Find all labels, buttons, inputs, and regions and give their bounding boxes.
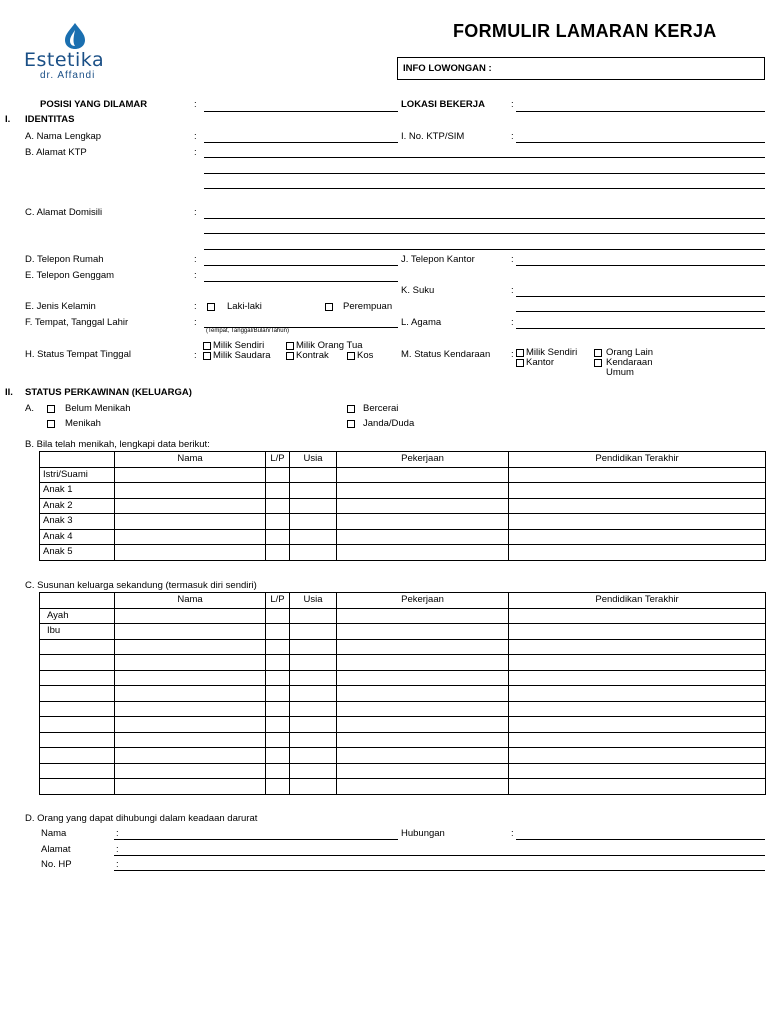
colon: :	[194, 270, 197, 281]
header-pendidikan: Pendidikan Terakhir	[509, 452, 766, 468]
menikah-checkbox[interactable]	[47, 420, 55, 428]
usia-cell[interactable]	[290, 467, 337, 483]
table-row	[40, 763, 766, 779]
b-label: B. Bila telah menikah, lengkapi data berikut:	[25, 439, 210, 450]
lp-cell[interactable]	[266, 608, 290, 624]
emergency-hubungan-label: Hubungan	[401, 828, 445, 839]
kendaraan-orang-lain-checkbox[interactable]	[594, 349, 602, 357]
pendidikan-cell[interactable]	[509, 701, 766, 717]
lp-cell[interactable]	[266, 498, 290, 514]
row-label: Anak 1	[40, 483, 115, 499]
nama-cell[interactable]	[115, 732, 266, 748]
lp-cell[interactable]	[266, 779, 290, 795]
lokasi-label: LOKASI BEKERJA	[401, 99, 485, 110]
kontrak-label: Kontrak	[296, 350, 329, 361]
row-label	[40, 748, 115, 764]
lp-cell[interactable]	[266, 624, 290, 640]
posisi-label: POSISI YANG DILAMAR	[40, 99, 148, 110]
nama-cell[interactable]	[115, 717, 266, 733]
table-header-row	[40, 593, 766, 609]
pendidikan-cell[interactable]	[509, 686, 766, 702]
colon: :	[511, 317, 514, 328]
header-pekerjaan: Pekerjaan	[337, 452, 509, 468]
row-label: Ayah	[40, 608, 115, 624]
header-lp: L/P	[266, 452, 290, 468]
table-row	[40, 717, 766, 733]
lokasi-field[interactable]	[516, 111, 765, 112]
pekerjaan-cell[interactable]	[337, 748, 509, 764]
table-row	[40, 514, 766, 530]
colon: :	[194, 350, 197, 361]
pendidikan-cell[interactable]	[509, 483, 766, 499]
alamat-ktp-label: B. Alamat KTP	[25, 147, 87, 158]
usia-cell[interactable]	[290, 545, 337, 561]
kendaraan-umum-label-2: Umum	[606, 367, 634, 378]
menikah-label: Menikah	[65, 418, 101, 429]
nama-cell[interactable]	[115, 514, 266, 530]
table-row	[40, 686, 766, 702]
pekerjaan-cell[interactable]	[337, 498, 509, 514]
logo-subtitle: dr. Affandi	[40, 70, 96, 81]
pekerjaan-cell[interactable]	[337, 529, 509, 545]
kos-checkbox[interactable]	[347, 352, 355, 360]
colon: :	[116, 859, 119, 870]
nama-cell[interactable]	[115, 639, 266, 655]
status-tinggal-label: H. Status Tempat Tinggal	[25, 349, 131, 360]
pekerjaan-cell[interactable]	[337, 545, 509, 561]
table-row	[40, 545, 766, 561]
table-row	[40, 655, 766, 671]
row-label	[40, 732, 115, 748]
alamat-domisili-label: C. Alamat Domisili	[25, 207, 103, 218]
pendidikan-cell[interactable]	[509, 608, 766, 624]
nama-cell[interactable]	[115, 686, 266, 702]
telepon-rumah-field[interactable]	[204, 265, 398, 266]
kendaraan-umum-checkbox[interactable]	[594, 359, 602, 367]
colon: :	[194, 254, 197, 265]
janda-duda-checkbox[interactable]	[347, 420, 355, 428]
nama-cell[interactable]	[115, 545, 266, 561]
perempuan-label: Perempuan	[343, 301, 393, 312]
form-title: FORMULIR LAMARAN KERJA	[453, 21, 717, 41]
pekerjaan-cell[interactable]	[337, 670, 509, 686]
pendidikan-cell[interactable]	[509, 732, 766, 748]
nama-lengkap-field[interactable]	[204, 142, 398, 143]
kendaraan-umum-label-1: Kendaraan	[606, 357, 653, 368]
table-row	[40, 701, 766, 717]
table-row	[40, 732, 766, 748]
colon: :	[194, 147, 197, 158]
milik-saudara-label: Milik Saudara	[213, 350, 271, 361]
table-row	[40, 748, 766, 764]
header-usia: Usia	[290, 452, 337, 468]
pekerjaan-cell[interactable]	[337, 483, 509, 499]
nama-cell[interactable]	[115, 608, 266, 624]
usia-cell[interactable]	[290, 608, 337, 624]
pekerjaan-cell[interactable]	[337, 655, 509, 671]
colon: :	[511, 131, 514, 142]
info-lowongan-label: INFO LOWONGAN :	[403, 63, 492, 74]
kendaraan-kantor-checkbox[interactable]	[516, 359, 524, 367]
spouse-children-table	[39, 451, 766, 561]
section-2-number: II.	[5, 387, 13, 398]
lp-cell[interactable]	[266, 670, 290, 686]
lp-cell[interactable]	[266, 639, 290, 655]
row-label	[40, 670, 115, 686]
usia-cell[interactable]	[290, 701, 337, 717]
colon: :	[116, 828, 119, 839]
info-lowongan-box[interactable]	[397, 57, 765, 80]
row-label	[40, 655, 115, 671]
siblings-table	[39, 592, 766, 795]
emergency-hp-label: No. HP	[41, 859, 72, 870]
alamat-ktp-field-2[interactable]	[204, 173, 765, 174]
colon: :	[194, 207, 197, 218]
milik-orang-tua-label: Milik Orang Tua	[296, 340, 363, 351]
usia-cell[interactable]	[290, 514, 337, 530]
pendidikan-cell[interactable]	[509, 717, 766, 733]
usia-cell[interactable]	[290, 483, 337, 499]
row-label: Anak 3	[40, 514, 115, 530]
ttl-label: F. Tempat, Tanggal Lahir	[25, 317, 129, 328]
emergency-nama-label: Nama	[41, 828, 67, 839]
usia-cell[interactable]	[290, 717, 337, 733]
suku-label: K. Suku	[401, 285, 435, 296]
pendidikan-cell[interactable]	[509, 763, 766, 779]
lp-cell[interactable]	[266, 686, 290, 702]
usia-cell[interactable]	[290, 670, 337, 686]
header-pekerjaan: Pekerjaan	[337, 593, 509, 609]
emergency-hp-field[interactable]	[114, 870, 765, 871]
lp-cell[interactable]	[266, 483, 290, 499]
pendidikan-cell[interactable]	[509, 624, 766, 640]
agama-field[interactable]	[516, 328, 765, 329]
janda-duda-label: Janda/Duda	[363, 418, 415, 429]
table-row	[40, 483, 766, 499]
kendaraan-kantor-label: Kantor	[526, 357, 554, 368]
milik-sendiri-checkbox[interactable]	[203, 342, 211, 350]
milik-saudara-checkbox[interactable]	[203, 352, 211, 360]
colon: :	[511, 349, 514, 360]
a-label: A.	[25, 403, 34, 414]
posisi-field[interactable]	[204, 111, 398, 112]
pekerjaan-cell[interactable]	[337, 514, 509, 530]
telepon-kantor-label: J. Telepon Kantor	[401, 254, 475, 265]
lp-cell[interactable]	[266, 732, 290, 748]
pekerjaan-cell[interactable]	[337, 779, 509, 795]
lp-cell[interactable]	[266, 655, 290, 671]
nama-cell[interactable]	[115, 483, 266, 499]
belum-menikah-label: Belum Menikah	[65, 403, 131, 414]
usia-cell[interactable]	[290, 498, 337, 514]
status-kendaraan-label: M. Status Kendaraan	[401, 349, 491, 360]
agama-label: L. Agama	[401, 317, 442, 328]
section-2-title: STATUS PERKAWINAN (KELUARGA)	[25, 387, 192, 398]
table-row	[40, 608, 766, 624]
usia-cell[interactable]	[290, 732, 337, 748]
kontrak-checkbox[interactable]	[286, 352, 294, 360]
belum-menikah-checkbox[interactable]	[47, 405, 55, 413]
emergency-hubungan-field[interactable]	[516, 839, 765, 840]
colon: :	[116, 844, 119, 855]
row-label	[40, 717, 115, 733]
alamat-domisili-field-2[interactable]	[204, 233, 765, 234]
header-lp: L/P	[266, 593, 290, 609]
kendaraan-milik-sendiri-label: Milik Sendiri	[526, 347, 578, 358]
row-label: Istri/Suami	[40, 467, 115, 483]
logo-name: Estetika	[24, 49, 105, 71]
row-label	[40, 639, 115, 655]
nama-cell[interactable]	[115, 467, 266, 483]
colon: :	[511, 99, 514, 110]
kos-label: Kos	[357, 350, 374, 361]
row-label: Anak 4	[40, 529, 115, 545]
lp-cell[interactable]	[266, 748, 290, 764]
pendidikan-cell[interactable]	[509, 748, 766, 764]
telepon-genggam-label: E. Telepon Genggam	[25, 270, 115, 281]
bercerai-checkbox[interactable]	[347, 405, 355, 413]
kendaraan-orang-lain-label: Orang Lain	[606, 347, 654, 358]
pendidikan-cell[interactable]	[509, 639, 766, 655]
usia-cell[interactable]	[290, 748, 337, 764]
usia-cell[interactable]	[290, 763, 337, 779]
colon: :	[194, 99, 197, 110]
emergency-alamat-label: Alamat	[41, 844, 71, 855]
table-row	[40, 467, 766, 483]
usia-cell[interactable]	[290, 529, 337, 545]
ktp-label: I. No. KTP/SIM	[401, 131, 465, 142]
header-pendidikan: Pendidikan Terakhir	[509, 593, 766, 609]
row-label: Anak 5	[40, 545, 115, 561]
suku-field-2[interactable]	[516, 311, 765, 312]
pendidikan-cell[interactable]	[509, 498, 766, 514]
row-label: Anak 2	[40, 498, 115, 514]
pekerjaan-cell[interactable]	[337, 701, 509, 717]
table-header-row	[40, 452, 766, 468]
nama-lengkap-label: A. Nama Lengkap	[25, 131, 102, 142]
header-label-cell	[40, 452, 115, 468]
nama-cell[interactable]	[115, 763, 266, 779]
section-1-number: I.	[5, 114, 11, 125]
lp-cell[interactable]	[266, 763, 290, 779]
header-nama: Nama	[115, 452, 266, 468]
pekerjaan-cell[interactable]	[337, 467, 509, 483]
telepon-kantor-field[interactable]	[516, 265, 765, 266]
nama-cell[interactable]	[115, 655, 266, 671]
row-label	[40, 701, 115, 717]
jenis-kelamin-label: E. Jenis Kelamin	[25, 301, 96, 312]
usia-cell[interactable]	[290, 686, 337, 702]
colon: :	[194, 317, 197, 328]
lp-cell[interactable]	[266, 467, 290, 483]
pendidikan-cell[interactable]	[509, 514, 766, 530]
row-label	[40, 763, 115, 779]
milik-sendiri-label: Milik Sendiri	[213, 340, 265, 351]
lp-cell[interactable]	[266, 717, 290, 733]
suku-field[interactable]	[516, 296, 765, 297]
lp-cell[interactable]	[266, 545, 290, 561]
pekerjaan-cell[interactable]	[337, 624, 509, 640]
table-row	[40, 779, 766, 795]
nama-cell[interactable]	[115, 748, 266, 764]
pekerjaan-cell[interactable]	[337, 686, 509, 702]
pendidikan-cell[interactable]	[509, 670, 766, 686]
colon: :	[511, 828, 514, 839]
colon: :	[511, 254, 514, 265]
colon: :	[511, 285, 514, 296]
colon: :	[194, 131, 197, 142]
laki-laki-checkbox[interactable]	[207, 303, 215, 311]
ktp-field[interactable]	[516, 142, 765, 143]
nama-cell[interactable]	[115, 529, 266, 545]
nama-cell[interactable]	[115, 701, 266, 717]
header-label-cell	[40, 593, 115, 609]
colon: :	[194, 301, 197, 312]
alamat-ktp-field-1[interactable]	[204, 157, 765, 158]
c-label: C. Susunan keluarga sekandung (termasuk diri sendiri)	[25, 580, 257, 591]
pendidikan-cell[interactable]	[509, 545, 766, 561]
alamat-domisili-field-1[interactable]	[204, 218, 765, 219]
laki-laki-label: Laki-laki	[227, 301, 262, 312]
table-row	[40, 498, 766, 514]
pendidikan-cell[interactable]	[509, 529, 766, 545]
nama-cell[interactable]	[115, 498, 266, 514]
pendidikan-cell[interactable]	[509, 467, 766, 483]
bercerai-label: Bercerai	[363, 403, 399, 414]
telepon-genggam-field[interactable]	[204, 281, 398, 282]
perempuan-checkbox[interactable]	[325, 303, 333, 311]
row-label	[40, 779, 115, 795]
alamat-domisili-field-3[interactable]	[204, 249, 765, 250]
row-label: Ibu	[40, 624, 115, 640]
usia-cell[interactable]	[290, 639, 337, 655]
drop-logo-icon	[60, 22, 90, 50]
header-nama: Nama	[115, 593, 266, 609]
usia-cell[interactable]	[290, 624, 337, 640]
pekerjaan-cell[interactable]	[337, 608, 509, 624]
emergency-alamat-field[interactable]	[114, 855, 765, 856]
pekerjaan-cell[interactable]	[337, 717, 509, 733]
pendidikan-cell[interactable]	[509, 655, 766, 671]
pekerjaan-cell[interactable]	[337, 639, 509, 655]
pendidikan-cell[interactable]	[509, 779, 766, 795]
table-row	[40, 639, 766, 655]
usia-cell[interactable]	[290, 655, 337, 671]
d-label: D. Orang yang dapat dihubungi dalam keadaan darurat	[25, 813, 258, 824]
nama-cell[interactable]	[115, 624, 266, 640]
table-row	[40, 624, 766, 640]
ttl-hint: (Tempat, Tanggal/Bulan/Tahun)	[206, 328, 289, 334]
alamat-ktp-field-3[interactable]	[204, 188, 765, 189]
milik-orang-tua-checkbox[interactable]	[286, 342, 294, 350]
row-label	[40, 686, 115, 702]
emergency-nama-field[interactable]	[114, 839, 398, 840]
lp-cell[interactable]	[266, 701, 290, 717]
nama-cell[interactable]	[115, 779, 266, 795]
pekerjaan-cell[interactable]	[337, 732, 509, 748]
pekerjaan-cell[interactable]	[337, 763, 509, 779]
table-row	[40, 670, 766, 686]
header-usia: Usia	[290, 593, 337, 609]
kendaraan-milik-sendiri-checkbox[interactable]	[516, 349, 524, 357]
section-1-title: IDENTITAS	[25, 114, 75, 125]
table-row	[40, 529, 766, 545]
telepon-rumah-label: D. Telepon Rumah	[25, 254, 104, 265]
nama-cell[interactable]	[115, 670, 266, 686]
lp-cell[interactable]	[266, 529, 290, 545]
usia-cell[interactable]	[290, 779, 337, 795]
lp-cell[interactable]	[266, 514, 290, 530]
